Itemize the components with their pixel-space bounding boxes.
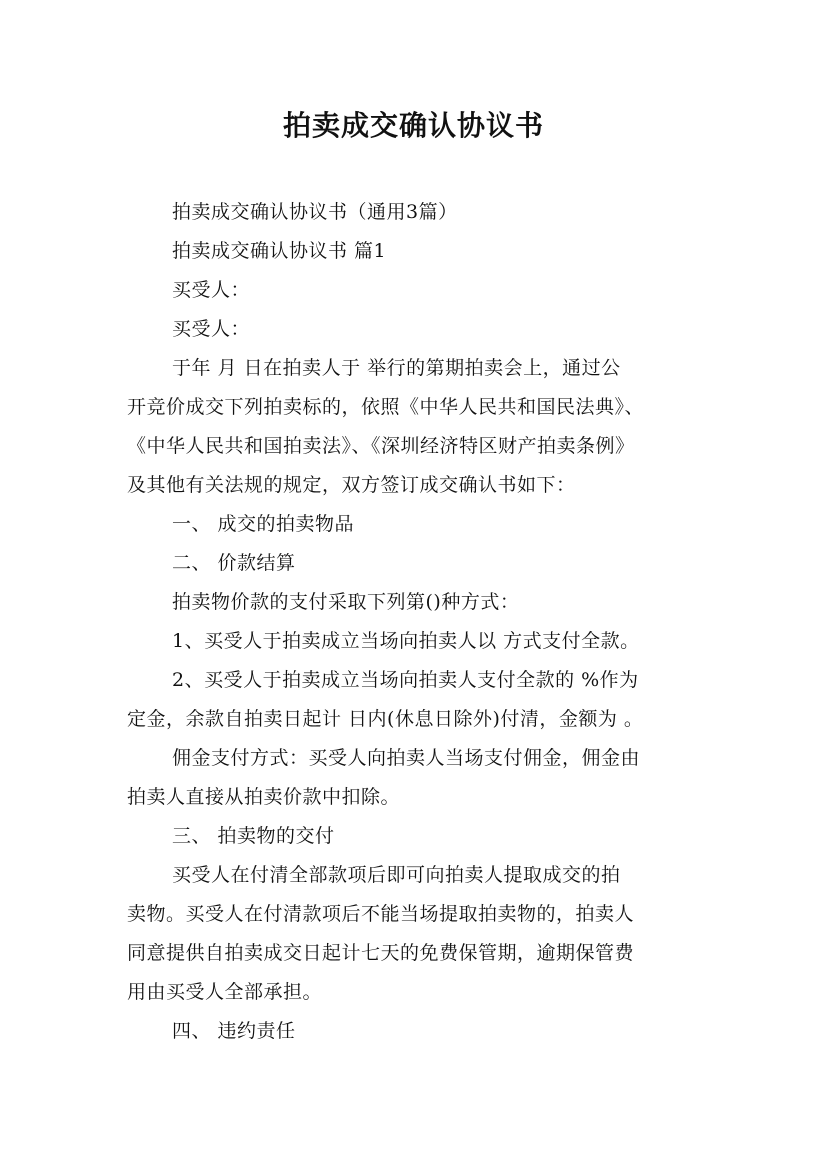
paragraph-line: 卖物。买受人在付清款项后不能当场提取拍卖物的，拍卖人 — [127, 903, 635, 925]
paragraph-line: 佣金支付方式：买受人向拍卖人当场支付佣金，佣金由 — [172, 747, 641, 769]
paragraph-line: 1、买受人于拍卖成立当场向拍卖人以 方式支付全款。 — [172, 630, 640, 652]
paragraph-line: 买受人在付清全部款项后即可向拍卖人提取成交的拍 — [172, 864, 621, 886]
section-heading-part1: 拍卖成交确认协议书 篇1 — [172, 240, 387, 262]
subtitle-line: 拍卖成交确认协议书（通用3篇） — [172, 201, 458, 223]
paragraph-line: 于年 月 日在拍卖人于 举行的第期拍卖会上，通过公 — [172, 357, 621, 379]
paragraph-line: 同意提供自拍卖成交日起计七天的免费保管期，逾期保管费 — [127, 942, 635, 964]
buyer-line: 买受人： — [172, 279, 251, 301]
document-title: 拍卖成交确认协议书 — [282, 109, 544, 142]
clause-heading: 一、 成交的拍卖物品 — [172, 513, 355, 535]
clause-heading: 三、 拍卖物的交付 — [172, 825, 335, 847]
paragraph-line: 开竞价成交下列拍卖标的，依照《中华人民共和国民法典》、 — [127, 396, 645, 418]
paragraph-line: 《中华人民共和国拍卖法》、《深圳经济特区财产拍卖条例》 — [127, 435, 635, 457]
clause-heading: 四、 违约责任 — [172, 1020, 296, 1042]
paragraph-line: 拍卖人直接从拍卖价款中扣除。 — [127, 786, 401, 808]
buyer-line: 买受人： — [172, 318, 251, 340]
paragraph-line: 用由买受人全部承担。 — [127, 981, 323, 1003]
paragraph-line: 2、买受人于拍卖成立当场向拍卖人支付全款的 %作为 — [172, 669, 639, 691]
paragraph-line: 及其他有关法规的规定，双方签订成交确认书如下： — [127, 474, 576, 496]
paragraph-line: 定金，余款自拍卖日起计 日内(休息日除外)付清，金额为 。 — [127, 708, 644, 730]
clause-heading: 二、 价款结算 — [172, 552, 296, 574]
paragraph-line: 拍卖物价款的支付采取下列第()种方式： — [172, 591, 520, 613]
